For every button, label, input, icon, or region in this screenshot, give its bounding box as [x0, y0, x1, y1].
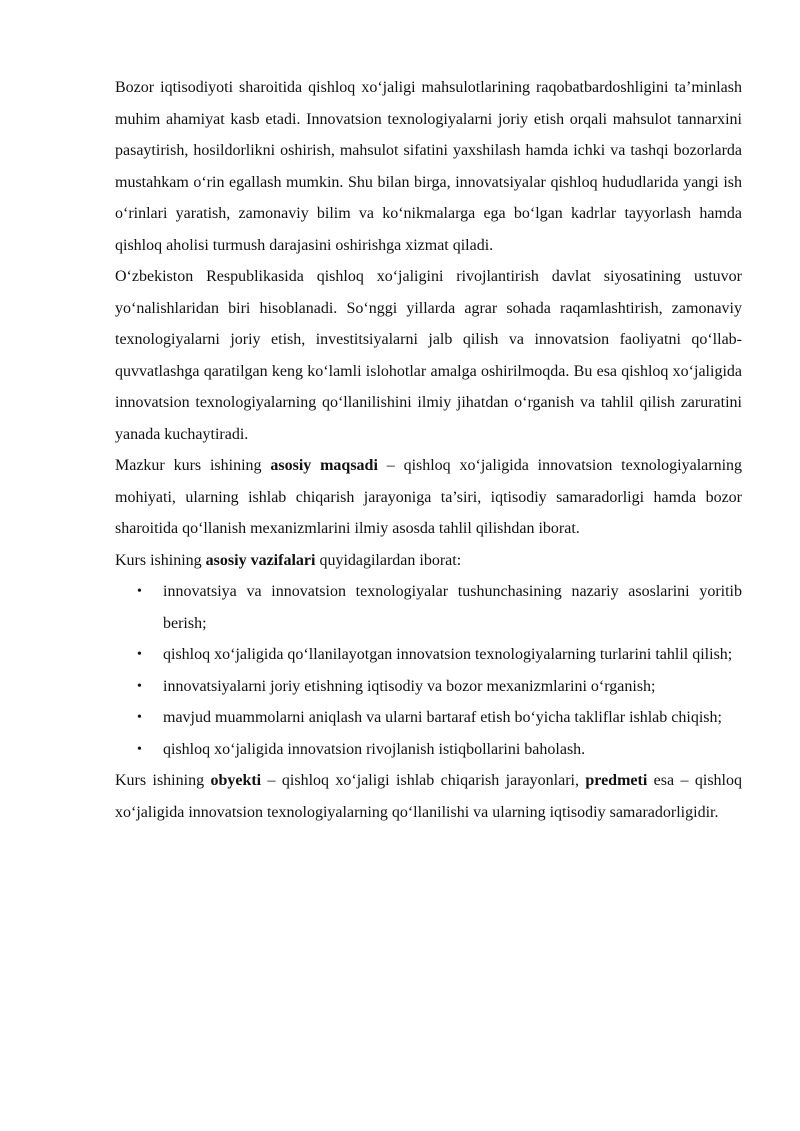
paragraph-introduction: Bozor iqtisodiyoti sharoitida qishloq xo‘jaligi mahsulotlarining raqobatbardoshligini ta’minlash muhim ahamiyat kasb etadi. Innovatsion texnologiyalarni joriy etish orqali mahsulot tannarxini pasaytirish, hosildorlikni oshirish, mahsulot sifatini yaxshilash hamda ichki va tashqi bozorlarda mustahkam o‘rin egallash mumkin. Shu bilan birga, innovatsiyalar qishloq hududlarida yangi ish o‘rinlari yaratish, zamonaviy bilim va ko‘nikmalarga ega bo‘lgan kadrlar tayyorlash hamda qishloq aholisi turmush darajasini oshirishga xizmat qiladi.: [115, 79, 742, 254]
paragraph-main-goal: [115, 450, 742, 545]
list-item-text: innovatsiyalarni joriy etishning iqtisodiy va bozor mexanizmlarini o‘rganish;: [163, 677, 656, 695]
task-list: [115, 576, 742, 765]
bold-term-object: obyekti: [210, 772, 262, 789]
list-item: [115, 671, 742, 703]
paragraph-tasks-intro: [115, 545, 742, 577]
list-item: [115, 702, 742, 734]
bullet-icon: •: [137, 584, 142, 599]
text-run: quyidagilardan iborat:: [315, 551, 462, 569]
list-item-text: qishloq xo‘jaligida innovatsion rivojlanish istiqbollarini baholash.: [163, 740, 586, 758]
text-run: Kurs ishining: [115, 551, 206, 569]
list-item: [115, 734, 742, 766]
bold-term-main-tasks: asosiy vazifalari: [205, 551, 316, 569]
bullet-icon: •: [137, 710, 142, 725]
bold-term-main-goal: asosiy maqsadi: [270, 457, 378, 474]
list-item-text: qishloq xo‘jaligida qo‘llanilayotgan innovatsion texnologiyalarning turlarini tahlil qilish;: [163, 646, 733, 663]
bullet-icon: •: [137, 647, 142, 662]
document-page: [115, 72, 742, 828]
list-item: [115, 576, 742, 639]
list-item-text: innovatsiya va innovatsion texnologiyalar tushunchasining nazariy asoslarini yoritib berish;: [163, 583, 742, 632]
text-run: esa – qishloq xo‘jaligida innovatsion texnologiyalarning qo‘llanilishi va ularning iqtisodiy samaradorligidir.: [115, 772, 742, 821]
text-run: – qishloq xo‘jaligida innovatsion texnologiyalarning mohiyati, ularning ishlab chiqarish jarayoniga ta’siri, iqtisodiy samaradorligi hamda bozor sharoitida qo‘llanish mexanizmlarini ilmiy asosda tahlil qilishdan iborat.: [115, 457, 743, 537]
bold-term-subject: predmeti: [585, 772, 648, 789]
text-run: – qishloq xo‘jaligi ishlab chiqarish jarayonlari,: [261, 772, 586, 789]
paragraph-state-policy: O‘zbekiston Respublikasida qishloq xo‘jaligini rivojlantirish davlat siyosatining ustuvor yo‘nalishlaridan biri hisoblanadi. So‘nggi yillarda agrar sohada raqamlashtirish, zamonaviy texnologiyalarni joriy etish, investitsiyalarni jalb qilish va innovatsion faoliyatni qo‘llab-quvvatlashga qaratilgan keng ko‘lamli islohotlar amalga oshirilmoqda. Bu esa qishloq xo‘jaligida innovatsion texnologiyalarning qo‘llanilishini ilmiy jihatdan o‘rganish va tahlil qilish zaruratini yanada kuchaytiradi.: [115, 268, 742, 443]
text-run: Kurs ishining: [115, 772, 211, 789]
bullet-icon: •: [137, 678, 142, 694]
list-item: [115, 639, 742, 671]
list-item-text: mavjud muammolarni aniqlash va ularni bartaraf etish bo‘yicha takliflar ishlab chiqish;: [163, 709, 722, 726]
paragraph-object-subject: [115, 765, 742, 828]
bullet-icon: •: [137, 741, 142, 757]
text-run: Mazkur kurs ishining: [115, 457, 271, 474]
